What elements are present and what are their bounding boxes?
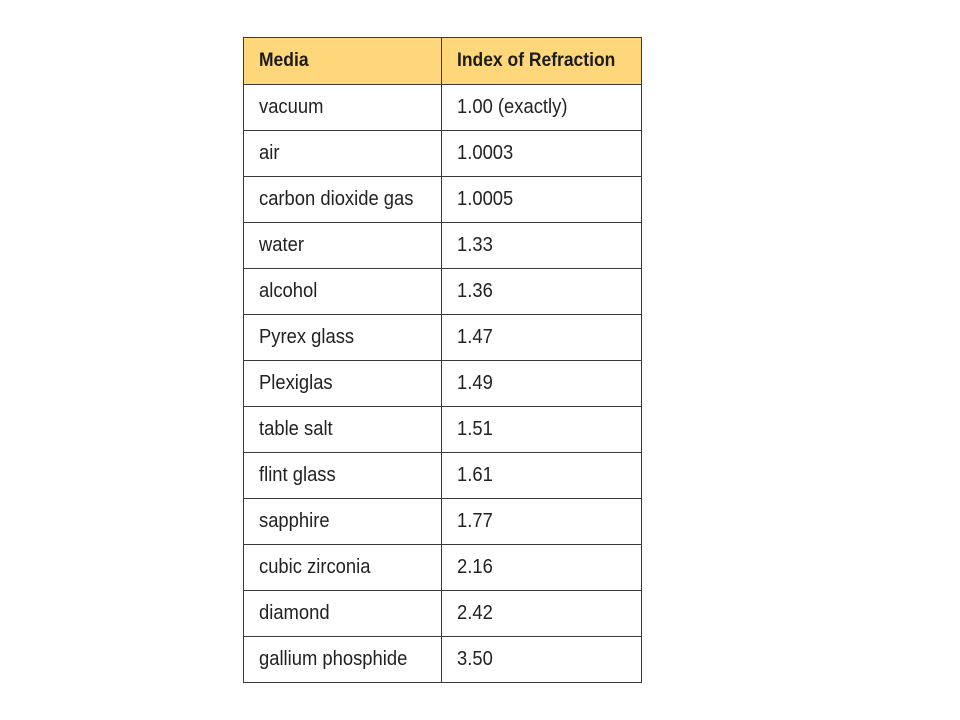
media-name: alcohol: [259, 280, 318, 302]
index-cell: [442, 131, 642, 177]
index-value: 1.36: [457, 280, 493, 302]
media-name: gallium phosphide: [259, 648, 408, 670]
index-value: 3.50: [457, 648, 493, 670]
media-cell: [244, 591, 442, 637]
table-body: [244, 85, 642, 683]
table-row: [244, 499, 642, 545]
index-cell: [442, 361, 642, 407]
index-cell: [442, 637, 642, 683]
media-name: flint glass: [259, 464, 336, 486]
table-row: [244, 85, 642, 131]
media-cell: [244, 223, 442, 269]
index-value: 1.47: [457, 326, 493, 348]
index-value: 1.51: [457, 418, 493, 440]
media-cell: [244, 637, 442, 683]
index-value: 1.00 (exactly): [457, 96, 568, 118]
index-value: 2.16: [457, 556, 493, 578]
media-cell: [244, 177, 442, 223]
table-row: [244, 361, 642, 407]
index-value: 1.77: [457, 510, 493, 532]
table-row: [244, 545, 642, 591]
index-cell: [442, 591, 642, 637]
media-name: carbon dioxide gas: [259, 188, 414, 210]
index-cell: [442, 545, 642, 591]
media-name: water: [259, 234, 304, 256]
index-value: 1.33: [457, 234, 493, 256]
media-name: Plexiglas: [259, 372, 333, 394]
header-media: [244, 38, 442, 85]
media-name: vacuum: [259, 96, 324, 118]
media-cell: [244, 499, 442, 545]
table-row: [244, 223, 642, 269]
media-cell: [244, 361, 442, 407]
media-name: Pyrex glass: [259, 326, 355, 348]
table-row: [244, 269, 642, 315]
media-cell: [244, 269, 442, 315]
index-cell: [442, 177, 642, 223]
media-name: cubic zirconia: [259, 556, 371, 578]
media-name: diamond: [259, 602, 330, 624]
index-value: 1.0003: [457, 142, 514, 164]
index-cell: [442, 499, 642, 545]
index-value: 1.61: [457, 464, 493, 486]
header-index-label: Index of Refraction: [457, 50, 616, 71]
media-name: sapphire: [259, 510, 330, 532]
index-cell: [442, 269, 642, 315]
media-name: table salt: [259, 418, 333, 440]
index-cell: [442, 407, 642, 453]
index-cell: [442, 315, 642, 361]
media-cell: [244, 453, 442, 499]
index-cell: [442, 453, 642, 499]
index-value: 1.0005: [457, 188, 514, 210]
header-media-label: Media: [259, 50, 309, 71]
refraction-index-table: [243, 37, 642, 683]
media-cell: [244, 407, 442, 453]
media-cell: [244, 315, 442, 361]
index-value: 1.49: [457, 372, 493, 394]
media-cell: [244, 85, 442, 131]
table-row: [244, 591, 642, 637]
table-row: [244, 407, 642, 453]
table-row: [244, 637, 642, 683]
index-cell: [442, 85, 642, 131]
header-row: [244, 38, 642, 85]
media-cell: [244, 131, 442, 177]
table-row: [244, 453, 642, 499]
table-header: [244, 38, 642, 85]
index-cell: [442, 223, 642, 269]
table-row: [244, 315, 642, 361]
index-value: 2.42: [457, 602, 493, 624]
table-row: [244, 131, 642, 177]
header-index-of-refraction: [442, 38, 642, 85]
media-name: air: [259, 142, 280, 164]
table-row: [244, 177, 642, 223]
media-cell: [244, 545, 442, 591]
